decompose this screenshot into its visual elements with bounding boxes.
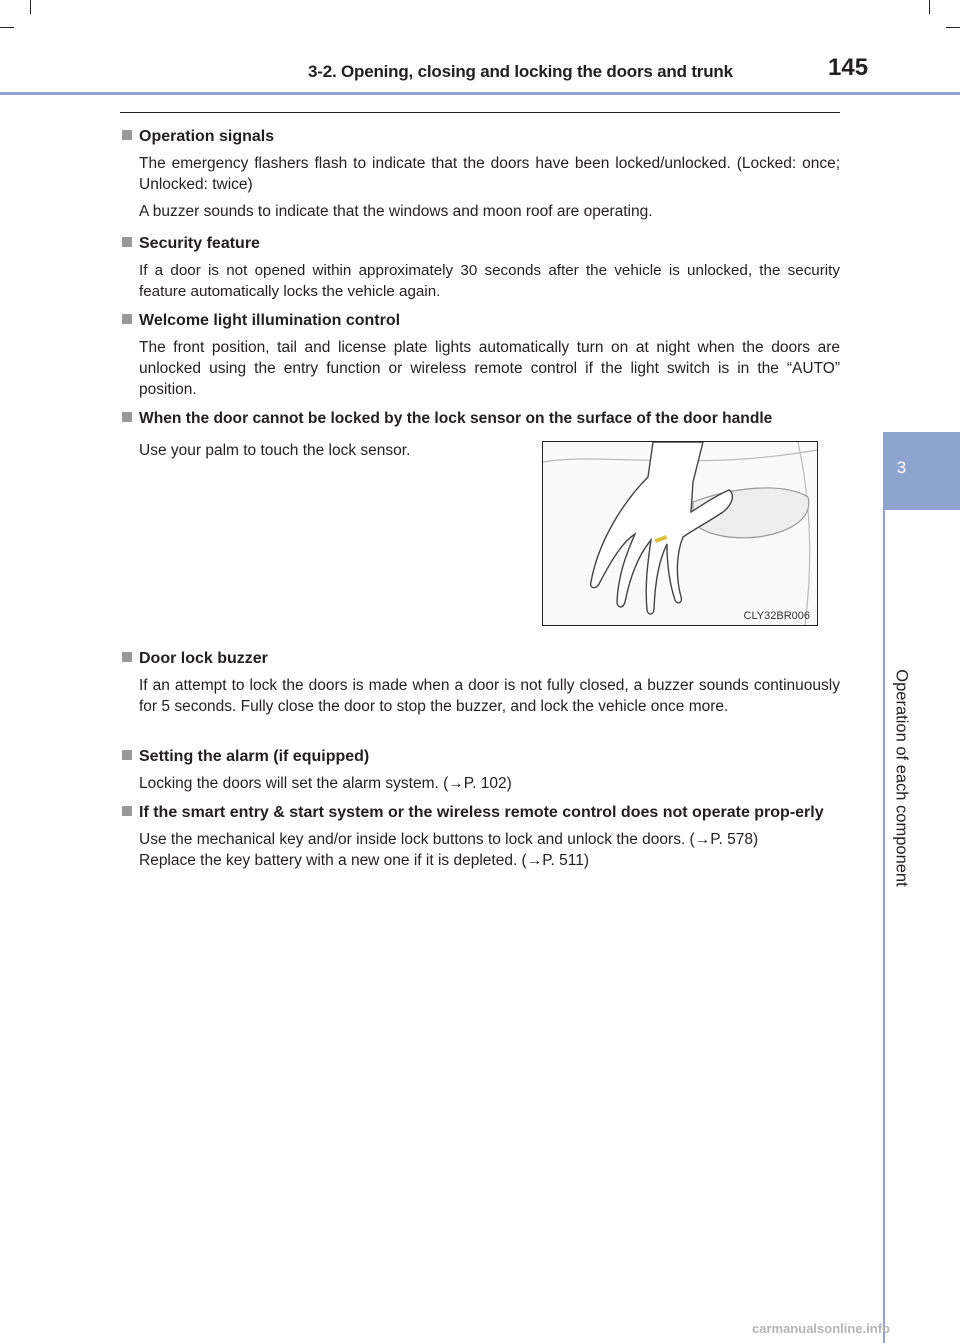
square-bullet-icon (122, 806, 132, 816)
chapter-title-vertical: Operation of each component (892, 669, 911, 887)
hand-icon (543, 442, 817, 625)
paragraph: Use your palm to touch the lock sensor. (139, 442, 411, 459)
paragraph: Use the mechanical key and/or inside lock buttons to lock and unlock the doors. (→P. 578) (139, 831, 759, 848)
paragraph: Replace the key battery with a new one if it is depleted. (→P. 511) (139, 852, 590, 869)
section-heading: Door lock buzzer (122, 648, 840, 669)
content-top-rule (120, 112, 840, 113)
chapter-number: 3 (896, 458, 907, 477)
square-bullet-icon (122, 412, 132, 422)
paragraph: A buzzer sounds to indicate that the windows and moon roof are operating. (139, 203, 653, 220)
section-operation-signals (122, 126, 840, 222)
section-heading: Operation signals (122, 126, 840, 147)
section-heading: When the door cannot be locked by the lock sensor on the surface of the door handle (122, 408, 840, 429)
chapter-tab (883, 432, 960, 510)
paragraph: Locking the doors will set the alarm system. (→P. 102) (139, 775, 512, 792)
paragraph: The emergency flashers flash to indicate that the doors have been locked/unlocked. (Locked: once; Unlocked: twice) (139, 155, 840, 193)
crop-mark-top-right (929, 0, 930, 14)
section-heading: Welcome light illumination control (122, 310, 840, 331)
crop-mark-top-right-h (946, 27, 960, 28)
crop-mark-top-left (30, 0, 31, 14)
section-heading: Security feature (122, 233, 840, 254)
section-welcome-light (122, 310, 840, 400)
square-bullet-icon (122, 652, 132, 662)
section-security-feature (122, 233, 840, 302)
chapter-tab-line (883, 510, 885, 1343)
section-smart-entry (122, 802, 840, 871)
square-bullet-icon (122, 314, 132, 324)
page-number: 145 (828, 54, 869, 81)
crop-mark-top-left-h (0, 27, 14, 28)
square-bullet-icon (122, 750, 132, 760)
paragraph: If an attempt to lock the doors is made when a door is not fully closed, a buzzer sounds continuously for 5 seconds. Fully close the door to stop the buzzer, and lock the vehicle once more. (139, 677, 840, 715)
paragraph: The front position, tail and license plate lights automatically turn on at night when the doors are unlocked using the entry function or wireless remote control if the light switch is in the “AUTO” position. (139, 339, 840, 398)
section-setting-alarm (122, 746, 840, 794)
hand-touching-door-handle-illustration (542, 441, 818, 626)
paragraph: If a door is not opened within approximately 30 seconds after the vehicle is unlocked, the security feature automatically locks the vehicle again. (139, 262, 840, 300)
section-heading: Setting the alarm (if equipped) (122, 746, 840, 767)
square-bullet-icon (122, 130, 132, 140)
watermark: carmanualsonline.info (752, 1321, 890, 1336)
figure-code: CLY32BR006 (743, 610, 810, 622)
section-heading: If the smart entry & start system or the wireless remote control does not operate prop-erly (122, 802, 840, 823)
header-rule (0, 92, 960, 95)
section-door-lock-buzzer (122, 648, 840, 717)
square-bullet-icon (122, 237, 132, 247)
running-header-title: 3-2. Opening, closing and locking the doors and trunk (308, 62, 733, 81)
